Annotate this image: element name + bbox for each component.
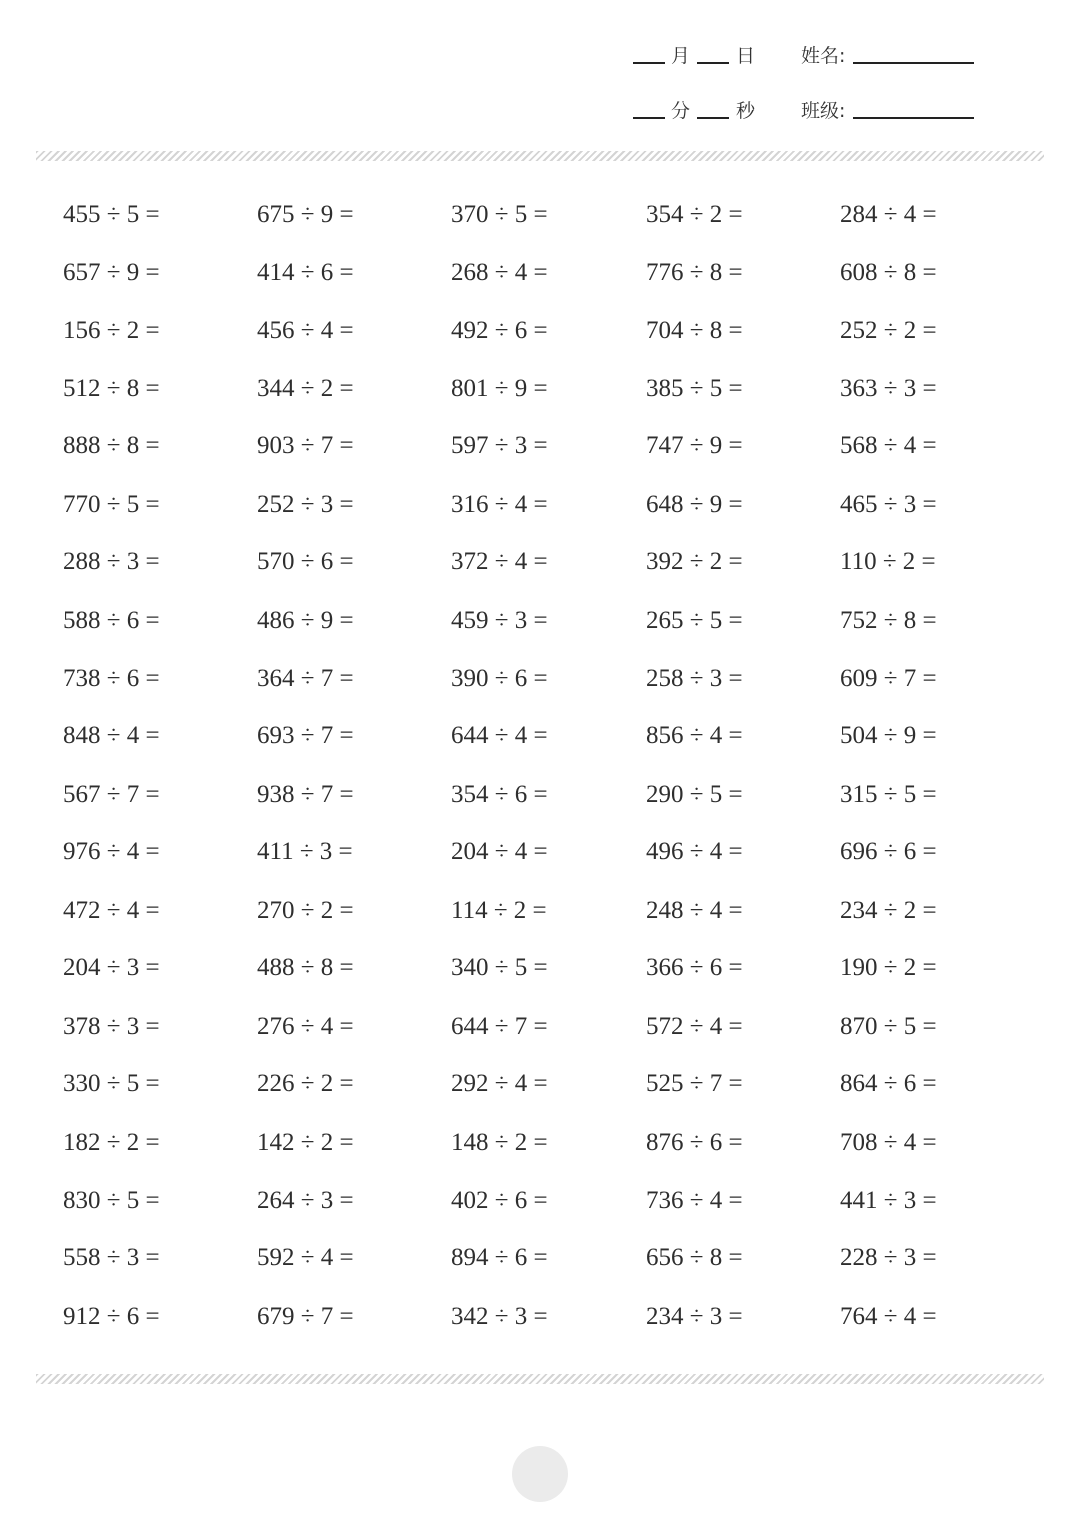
division-problem: 340 ÷ 5 =	[451, 954, 548, 981]
division-problem: 644 ÷ 4 =	[451, 722, 548, 749]
problem-row	[63, 948, 1043, 988]
division-problem: 856 ÷ 4 =	[646, 722, 743, 749]
division-problem: 114 ÷ 2 =	[451, 897, 547, 924]
division-problem: 693 ÷ 7 =	[257, 722, 354, 749]
division-problem: 234 ÷ 3 =	[646, 1303, 743, 1330]
division-problem: 938 ÷ 7 =	[257, 781, 354, 808]
division-problem: 764 ÷ 4 =	[840, 1303, 937, 1330]
division-problem: 570 ÷ 6 =	[257, 548, 354, 575]
problem-row	[63, 1297, 1043, 1337]
problem-row	[63, 1123, 1043, 1163]
division-problem: 366 ÷ 6 =	[646, 954, 743, 981]
division-problem: 704 ÷ 8 =	[646, 317, 743, 344]
division-problem: 292 ÷ 4 =	[451, 1070, 548, 1097]
division-problem: 644 ÷ 7 =	[451, 1013, 548, 1040]
second-label: 秒	[736, 100, 756, 122]
division-problem: 675 ÷ 9 =	[257, 201, 354, 228]
division-problem: 372 ÷ 4 =	[451, 548, 548, 575]
day-blank[interactable]	[697, 62, 729, 64]
problem-row	[63, 369, 1043, 409]
division-problem: 903 ÷ 7 =	[257, 432, 354, 459]
division-problem: 392 ÷ 2 =	[646, 548, 743, 575]
class-blank[interactable]	[853, 117, 974, 119]
division-problem: 288 ÷ 3 =	[63, 548, 160, 575]
problem-row	[63, 1181, 1043, 1221]
division-problem: 252 ÷ 3 =	[257, 491, 354, 518]
division-problem: 354 ÷ 2 =	[646, 201, 743, 228]
division-problem: 592 ÷ 4 =	[257, 1244, 354, 1271]
division-problem: 455 ÷ 5 =	[63, 201, 160, 228]
division-problem: 148 ÷ 2 =	[451, 1129, 548, 1156]
division-problem: 156 ÷ 2 =	[63, 317, 160, 344]
problem-row	[63, 891, 1043, 931]
division-problem: 597 ÷ 3 =	[451, 432, 548, 459]
division-problem: 364 ÷ 7 =	[257, 665, 354, 692]
division-problem: 870 ÷ 5 =	[840, 1013, 937, 1040]
division-problem: 801 ÷ 9 =	[451, 375, 548, 402]
problem-row	[63, 426, 1043, 466]
division-problem: 459 ÷ 3 =	[451, 607, 548, 634]
division-problem: 568 ÷ 4 =	[840, 432, 937, 459]
division-problem: 411 ÷ 3 =	[257, 838, 353, 865]
division-problem: 558 ÷ 3 =	[63, 1244, 160, 1271]
division-problem: 290 ÷ 5 =	[646, 781, 743, 808]
division-problem: 344 ÷ 2 =	[257, 375, 354, 402]
month-label: 月	[671, 45, 691, 67]
division-problem: 441 ÷ 3 =	[840, 1187, 937, 1214]
problem-row	[63, 253, 1043, 293]
division-problem: 228 ÷ 3 =	[840, 1244, 937, 1271]
division-problem: 284 ÷ 4 =	[840, 201, 937, 228]
problem-row	[63, 832, 1043, 872]
division-problem: 830 ÷ 5 =	[63, 1187, 160, 1214]
division-problem: 736 ÷ 4 =	[646, 1187, 743, 1214]
top-divider	[36, 151, 1044, 161]
division-problem: 747 ÷ 9 =	[646, 432, 743, 459]
division-problem: 708 ÷ 4 =	[840, 1129, 937, 1156]
division-problem: 265 ÷ 5 =	[646, 607, 743, 634]
division-problem: 264 ÷ 3 =	[257, 1187, 354, 1214]
division-problem: 492 ÷ 6 =	[451, 317, 548, 344]
division-problem: 679 ÷ 7 =	[257, 1303, 354, 1330]
division-problem: 110 ÷ 2 =	[840, 548, 936, 575]
division-problem: 472 ÷ 4 =	[63, 897, 160, 924]
division-problem: 370 ÷ 5 =	[451, 201, 548, 228]
division-problem: 488 ÷ 8 =	[257, 954, 354, 981]
division-problem: 465 ÷ 3 =	[840, 491, 937, 518]
division-problem: 848 ÷ 4 =	[63, 722, 160, 749]
minute-blank[interactable]	[633, 117, 665, 119]
problem-row	[63, 601, 1043, 641]
division-problem: 354 ÷ 6 =	[451, 781, 548, 808]
division-problem: 572 ÷ 4 =	[646, 1013, 743, 1040]
division-problem: 258 ÷ 3 =	[646, 665, 743, 692]
problem-row	[63, 1064, 1043, 1104]
division-problem: 656 ÷ 8 =	[646, 1244, 743, 1271]
division-problem: 316 ÷ 4 =	[451, 491, 548, 518]
division-problem: 204 ÷ 4 =	[451, 838, 548, 865]
division-problem: 414 ÷ 6 =	[257, 259, 354, 286]
division-problem: 976 ÷ 4 =	[63, 838, 160, 865]
problem-row	[63, 1007, 1043, 1047]
division-problem: 776 ÷ 8 =	[646, 259, 743, 286]
division-problem: 456 ÷ 4 =	[257, 317, 354, 344]
division-problem: 182 ÷ 2 =	[63, 1129, 160, 1156]
division-problem: 268 ÷ 4 =	[451, 259, 548, 286]
problem-row	[63, 659, 1043, 699]
division-problem: 696 ÷ 6 =	[840, 838, 937, 865]
name-label: 姓名:	[801, 45, 846, 67]
problem-row	[63, 775, 1043, 815]
division-problem: 252 ÷ 2 =	[840, 317, 937, 344]
bottom-divider	[36, 1374, 1044, 1384]
division-problem: 142 ÷ 2 =	[257, 1129, 354, 1156]
division-problem: 315 ÷ 5 =	[840, 781, 937, 808]
division-problem: 402 ÷ 6 =	[451, 1187, 548, 1214]
division-problem: 496 ÷ 4 =	[646, 838, 743, 865]
day-label: 日	[736, 45, 756, 67]
division-problem: 363 ÷ 3 =	[840, 375, 937, 402]
division-problem: 738 ÷ 6 =	[63, 665, 160, 692]
division-problem: 567 ÷ 7 =	[63, 781, 160, 808]
division-problem: 390 ÷ 6 =	[451, 665, 548, 692]
division-problem: 330 ÷ 5 =	[63, 1070, 160, 1097]
problem-row	[63, 542, 1043, 582]
division-problem: 608 ÷ 8 =	[840, 259, 937, 286]
problem-row	[63, 716, 1043, 756]
division-problem: 648 ÷ 9 =	[646, 491, 743, 518]
division-problem: 588 ÷ 6 =	[63, 607, 160, 634]
page-indicator	[512, 1446, 568, 1502]
division-problem: 525 ÷ 7 =	[646, 1070, 743, 1097]
division-problem: 378 ÷ 3 =	[63, 1013, 160, 1040]
division-problem: 912 ÷ 6 =	[63, 1303, 160, 1330]
division-problem: 888 ÷ 8 =	[63, 432, 160, 459]
division-problem: 657 ÷ 9 =	[63, 259, 160, 286]
division-problem: 752 ÷ 8 =	[840, 607, 937, 634]
second-blank[interactable]	[697, 117, 729, 119]
division-problem: 270 ÷ 2 =	[257, 897, 354, 924]
division-problem: 876 ÷ 6 =	[646, 1129, 743, 1156]
division-problem: 234 ÷ 2 =	[840, 897, 937, 924]
problem-row	[63, 195, 1043, 235]
class-label: 班级:	[801, 100, 846, 122]
minute-label: 分	[671, 100, 691, 122]
problem-row	[63, 311, 1043, 351]
division-problem: 894 ÷ 6 =	[451, 1244, 548, 1271]
division-problem: 190 ÷ 2 =	[840, 954, 937, 981]
division-problem: 864 ÷ 6 =	[840, 1070, 937, 1097]
division-problem: 770 ÷ 5 =	[63, 491, 160, 518]
division-problem: 609 ÷ 7 =	[840, 665, 937, 692]
division-problem: 226 ÷ 2 =	[257, 1070, 354, 1097]
problem-row	[63, 1238, 1043, 1278]
division-problem: 276 ÷ 4 =	[257, 1013, 354, 1040]
division-problem: 486 ÷ 9 =	[257, 607, 354, 634]
division-problem: 504 ÷ 9 =	[840, 722, 937, 749]
month-blank[interactable]	[633, 62, 665, 64]
division-problem: 204 ÷ 3 =	[63, 954, 160, 981]
division-problem: 342 ÷ 3 =	[451, 1303, 548, 1330]
division-problem: 385 ÷ 5 =	[646, 375, 743, 402]
division-problem: 248 ÷ 4 =	[646, 897, 743, 924]
name-blank[interactable]	[853, 62, 974, 64]
problem-row	[63, 485, 1043, 525]
division-problem: 512 ÷ 8 =	[63, 375, 160, 402]
